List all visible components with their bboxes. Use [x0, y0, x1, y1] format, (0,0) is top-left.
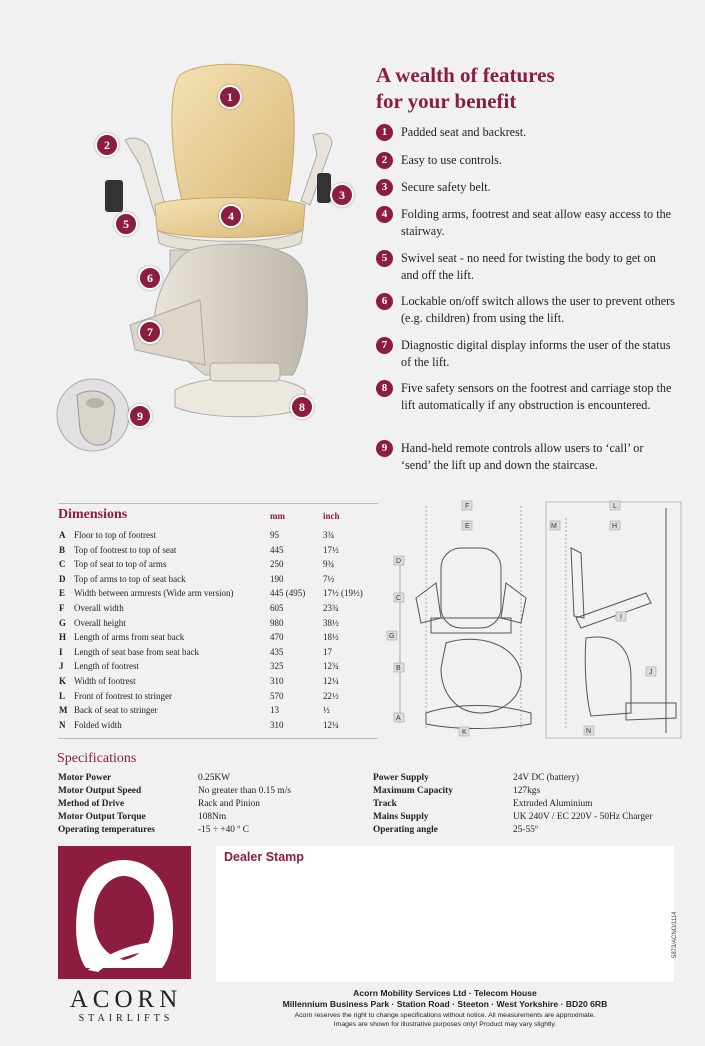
row-mm: 605: [270, 603, 284, 613]
row-inch: 12¾: [323, 661, 339, 672]
spec-key: Power Supply: [373, 773, 429, 783]
marker-7: 7: [138, 320, 162, 344]
feature-number: 1: [376, 124, 393, 141]
row-inch: 12¼: [323, 676, 339, 686]
label-g: G: [389, 633, 395, 640]
spec-value: No greater than 0.15 m/s: [198, 786, 291, 796]
feature-text: Hand-held remote controls allow users to ‘call’ or ‘send’ the lift up and down the staircase.: [401, 441, 644, 472]
row-inch: 38½: [323, 617, 339, 628]
title-line-1: A wealth of features: [376, 63, 555, 87]
row-mm: 445 (495): [270, 588, 306, 599]
row-letter: M: [59, 705, 68, 716]
side-view-drawing: [546, 502, 681, 738]
marker-6: 6: [138, 266, 162, 290]
table-row: [58, 659, 378, 673]
column-header-mm: mm: [270, 511, 285, 521]
marker-3: 3: [330, 183, 354, 207]
row-letter: A: [59, 530, 66, 540]
row-label: Top of arms to top of seat back: [74, 573, 186, 584]
table-row: [58, 703, 378, 717]
table-row: [58, 572, 378, 586]
marker-9: 9: [128, 404, 152, 428]
page-title: [376, 62, 676, 114]
row-label: Overall height: [74, 617, 126, 628]
table-row: [58, 586, 378, 600]
spec-value: 108Nm: [198, 812, 227, 822]
row-inch: 7½: [323, 573, 335, 584]
row-mm: 435: [270, 646, 284, 657]
marker-5: 5: [114, 212, 138, 236]
table-row: [58, 718, 378, 732]
acorn-emblem: [58, 846, 191, 979]
table-row: [58, 616, 378, 630]
spec-value: Extruded Aluminium: [513, 799, 593, 809]
footrest: [175, 377, 305, 417]
document-code: 5873/ACNO/1114: [672, 911, 678, 958]
feature-number: 7: [376, 337, 393, 354]
row-inch: ½: [323, 705, 330, 716]
row-letter: D: [59, 573, 66, 584]
row-mm: 325: [270, 661, 284, 672]
stairlift-illustration: [55, 55, 370, 475]
table-row: [58, 645, 378, 659]
row-letter: N: [59, 719, 66, 730]
feature-number: 2: [376, 152, 393, 169]
disclaimer-line-2: Images are shown for illustrative purposes only! Product may vary slightly.: [333, 1020, 557, 1028]
right-control: [317, 173, 331, 203]
row-label: Width between armrests (Wide arm version): [74, 588, 234, 599]
label-b: B: [396, 665, 401, 672]
label-h: H: [612, 523, 618, 530]
marker-1: 1: [218, 85, 242, 109]
row-letter: B: [59, 544, 66, 555]
spec-key: Motor Output Torque: [58, 812, 146, 822]
feature-item: [376, 124, 676, 141]
label-l: L: [613, 503, 617, 510]
row-letter: F: [59, 603, 65, 613]
label-e: E: [465, 523, 470, 530]
row-letter: G: [59, 617, 67, 628]
row-label: Front of footrest to stringer: [74, 690, 172, 701]
spec-value: 25-55º: [513, 825, 538, 835]
row-mm: 13: [270, 705, 279, 716]
divider: [58, 738, 378, 739]
company-address: [216, 988, 674, 1009]
feature-text: Easy to use controls.: [401, 153, 502, 167]
feature-number: 8: [376, 380, 393, 397]
row-letter: C: [59, 559, 66, 570]
brand-name: ACORN: [69, 986, 183, 1013]
feature-item: [376, 179, 676, 196]
label-j: J: [649, 669, 653, 676]
acorn-logo: [58, 846, 191, 979]
spec-value: 127kgs: [513, 786, 541, 796]
row-letter: I: [59, 646, 63, 657]
feature-item: [376, 337, 676, 371]
label-d: D: [396, 558, 402, 565]
feature-number: 6: [376, 293, 393, 310]
feature-text: Swivel seat - no need for twisting the body to get on and off the lift.: [401, 251, 656, 282]
row-inch: 12¼: [323, 719, 339, 730]
label-m: M: [551, 523, 557, 530]
row-label: Length of footrest: [74, 661, 139, 672]
dealer-stamp-label: Dealer Stamp: [224, 850, 304, 864]
feature-number: 5: [376, 250, 393, 267]
spec-key: Mains Supply: [373, 812, 429, 822]
front-view-drawing: [400, 506, 531, 729]
row-label: Top of footrest to top of seat: [74, 544, 177, 555]
row-label: Folded width: [74, 719, 122, 730]
address-line-1: Acorn Mobility Services Ltd · Telecom House: [353, 988, 537, 998]
feature-item: [376, 380, 676, 414]
feature-item: [376, 152, 676, 169]
spec-key: Motor Power: [58, 773, 112, 783]
divider: [58, 503, 378, 504]
disclaimer-line-1: Acorn reserves the right to change specifications without notice. All measurements are approximate.: [294, 1012, 596, 1019]
row-inch: 23¾: [323, 603, 339, 613]
row-label: Length of seat base from seat back: [74, 646, 199, 657]
title-line-2: for your benefit: [376, 89, 517, 113]
table-row: [58, 557, 378, 571]
marker-4: 4: [219, 204, 243, 228]
row-inch: 17½: [323, 544, 339, 555]
row-inch: 17½ (19½): [323, 588, 363, 599]
table-row: [58, 543, 378, 557]
row-inch: 18½: [323, 632, 339, 643]
spec-key: Operating angle: [373, 825, 438, 835]
row-mm: 445: [270, 544, 284, 555]
row-label: Top of seat to top of arms: [74, 559, 167, 570]
feature-text: Five safety sensors on the footrest and carriage stop the lift automatically if any obstruction is encountered.: [401, 381, 672, 412]
feature-item: [376, 250, 676, 284]
spec-key: Method of Drive: [58, 799, 125, 809]
label-f: F: [465, 503, 470, 510]
spec-value: 24V DC (battery): [513, 773, 579, 783]
feature-text: Padded seat and backrest.: [401, 125, 527, 139]
feature-number: 3: [376, 179, 393, 196]
row-letter: J: [59, 661, 64, 672]
table-row: [58, 528, 378, 542]
table-row: [58, 689, 378, 703]
feature-item: [376, 440, 676, 474]
marker-2: 2: [95, 133, 119, 157]
feature-item: [376, 293, 676, 327]
row-mm: 570: [270, 690, 284, 701]
label-c: C: [396, 595, 402, 602]
row-mm: 95: [270, 530, 279, 540]
label-n: N: [586, 728, 592, 735]
row-inch: 17: [323, 646, 332, 657]
feature-number: 4: [376, 206, 393, 223]
table-row: [58, 674, 378, 688]
spec-value: Rack and Pinion: [198, 799, 260, 809]
specifications-title: Specifications: [57, 751, 137, 766]
spec-key: Operating temperatures: [58, 825, 155, 835]
row-mm: 470: [270, 632, 284, 643]
spec-key: Maximum Capacity: [373, 786, 453, 796]
spec-value: UK 240V / EC 220V - 50Hz Charger: [513, 812, 653, 822]
row-mm: 310: [270, 676, 284, 686]
row-inch: 9¾: [323, 559, 335, 570]
row-label: Width of footrest: [74, 676, 136, 686]
row-label: Floor to top of footrest: [74, 530, 156, 540]
row-letter: L: [59, 690, 66, 701]
table-row: [58, 601, 378, 615]
spec-value: 0.25KW: [198, 773, 231, 783]
feature-text: Diagnostic digital display informs the user of the status of the lift.: [401, 338, 671, 369]
feature-text: Secure safety belt.: [401, 180, 491, 194]
row-inch: 3¾: [323, 530, 335, 540]
column-header-inch: inch: [323, 511, 340, 521]
row-letter: K: [59, 676, 67, 686]
label-a: A: [396, 715, 401, 722]
feature-item: [376, 206, 676, 240]
feature-text: Folding arms, footrest and seat allow easy access to the stairway.: [401, 207, 672, 238]
spec-value: -15 ÷ +40 º C: [198, 825, 249, 835]
address-line-2: Millennium Business Park · Station Road · Steeton · West Yorkshire · BD20 6RB: [282, 998, 608, 1009]
row-letter: H: [59, 632, 67, 643]
dealer-stamp-box: [216, 846, 674, 982]
spec-key: Track: [373, 799, 397, 809]
row-label: Length of arms from seat back: [74, 632, 185, 643]
row-mm: 250: [270, 559, 284, 570]
dimensions-title: Dimensions: [58, 507, 128, 522]
row-letter: E: [59, 588, 66, 599]
spec-key: Motor Output Speed: [58, 786, 142, 796]
row-mm: 190: [270, 573, 284, 584]
row-inch: 22½: [323, 690, 339, 701]
dimension-diagram: [386, 498, 686, 743]
feature-text: Lockable on/off switch allows the user to prevent others (e.g. children) from using the lift.: [401, 294, 675, 325]
row-label: Back of seat to stringer: [74, 705, 158, 716]
brand-sub: STAIRLIFTS: [78, 1013, 174, 1024]
row-mm: 310: [270, 719, 284, 730]
feature-number: 9: [376, 440, 393, 457]
label-i: I: [620, 614, 622, 621]
left-control: [105, 180, 123, 212]
label-k: K: [462, 729, 467, 736]
row-mm: 980: [270, 617, 284, 628]
disclaimer: [216, 1012, 674, 1029]
marker-8: 8: [290, 395, 314, 419]
row-label: Overall width: [74, 603, 124, 613]
table-row: [58, 630, 378, 644]
